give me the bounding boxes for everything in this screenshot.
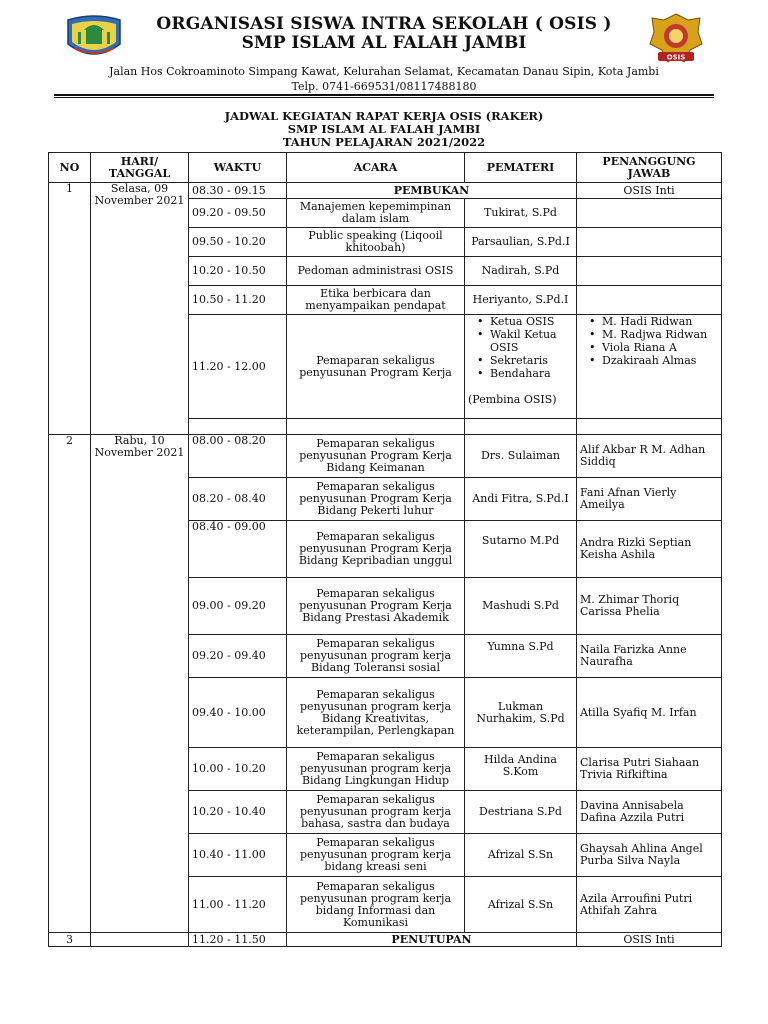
waktu-cell: 08.30 - 09.15 xyxy=(189,183,287,199)
pj-list xyxy=(580,315,718,367)
school-phone: Telp. 0741-669531/08117488180 xyxy=(291,80,477,93)
pemateri-cell: Nadirah, S.Pd xyxy=(465,257,577,286)
acara-cell: PENUTUPAN xyxy=(287,933,577,947)
acara-cell: Pemaparan sekaligus penyusunan Program Kerja Bidang Keimanan xyxy=(287,435,465,478)
day-date: Selasa, 09 November 2021 xyxy=(91,183,189,435)
day-date: Rabu, 10 November 2021 xyxy=(91,435,189,933)
pj-cell: Alif Akbar R M. Adhan Siddiq xyxy=(577,435,722,478)
pemateri-list xyxy=(468,315,573,380)
waktu-cell: 09.20 - 09.50 xyxy=(189,199,287,228)
waktu-cell: 11.20 - 11.50 xyxy=(189,933,287,947)
pemateri-cell: Andi Fitra, S.Pd.I xyxy=(465,478,577,521)
acara-cell: Pemaparan sekaligus penyusunan Program Kerja Bidang Pekerti luhur xyxy=(287,478,465,521)
waktu-cell: 08.20 - 08.40 xyxy=(189,478,287,521)
pj-cell xyxy=(577,257,722,286)
header-divider-thin xyxy=(54,97,714,98)
pemateri-cell: Yumna S.Pd xyxy=(465,635,577,678)
school-name: SMP ISLAM AL FALAH JAMBI xyxy=(241,33,527,53)
pemateri-cell xyxy=(465,315,577,419)
pj-cell xyxy=(577,315,722,419)
waktu-cell: 08.00 - 08.20 xyxy=(189,435,287,478)
list-item: • Wakil Ketua OSIS xyxy=(490,328,573,354)
school-address: Jalan Hos Cokroaminoto Simpang Kawat, Kelurahan Selamat, Kecamatan Danau Sipin, Kota Jambi xyxy=(109,65,659,78)
pemateri-cell: Lukman Nurhakim, S.Pd xyxy=(465,678,577,748)
pj-cell: M. Zhimar Thoriq Carissa Phelia xyxy=(577,578,722,635)
document-title xyxy=(0,110,768,149)
pj-cell: Azila Arroufini Putri Athifah Zahra xyxy=(577,877,722,933)
pemateri-cell: Drs. Sulaiman xyxy=(465,435,577,478)
col-header-pemateri: PEMATERI xyxy=(465,153,577,183)
waktu-cell: 09.40 - 10.00 xyxy=(189,678,287,748)
acara-cell: Manajemen kepemimpinan dalam islam xyxy=(287,199,465,228)
title-line-2: SMP ISLAM AL FALAH JAMBI xyxy=(287,122,481,136)
pemateri-cell: Sutarno M.Pd xyxy=(465,521,577,578)
col-header-hari: HARI/ TANGGAL xyxy=(91,153,189,183)
acara-cell: Pemaparan sekaligus penyusunan program kerja Bidang Toleransi sosial xyxy=(287,635,465,678)
pemateri-cell: Afrizal S.Sn xyxy=(465,834,577,877)
list-item: • Dzakiraah Almas xyxy=(602,354,718,367)
pj-cell xyxy=(577,228,722,257)
pj-cell xyxy=(577,286,722,315)
table-row xyxy=(49,435,722,478)
pj-cell: OSIS Inti xyxy=(577,183,722,199)
list-item: • Sekretaris xyxy=(490,354,573,367)
title-line-1: JADWAL KEGIATAN RAPAT KERJA OSIS (RAKER) xyxy=(224,109,544,123)
svg-text:OSIS: OSIS xyxy=(666,53,686,62)
table-header-row xyxy=(49,153,722,183)
list-item: • Viola Riana A xyxy=(602,341,718,354)
pemateri-cell: Afrizal S.Sn xyxy=(465,877,577,933)
acara-cell: Public speaking (Liqooil khitoobah) xyxy=(287,228,465,257)
col-header-pj: PENANGGUNG JAWAB xyxy=(577,153,722,183)
waktu-cell: 10.20 - 10.40 xyxy=(189,791,287,834)
pj-cell: Clarisa Putri Siahaan Trivia Rifkiftina xyxy=(577,748,722,791)
list-item: • Bendahara xyxy=(490,367,573,380)
list-item: • Ketua OSIS xyxy=(490,315,573,328)
acara-cell: Pemaparan sekaligus penyusunan program kerja bidang Informasi dan Komunikasi xyxy=(287,877,465,933)
pj-cell: OSIS Inti xyxy=(577,933,722,947)
list-item: • M. Hadi Ridwan xyxy=(602,315,718,328)
pj-cell xyxy=(577,199,722,228)
waktu-cell: 10.40 - 11.00 xyxy=(189,834,287,877)
acara-cell: Pemaparan sekaligus penyusunan Program Kerja xyxy=(287,315,465,419)
pj-cell: Davina Annisabela Dafina Azzila Putri xyxy=(577,791,722,834)
acara-cell: Pedoman administrasi OSIS xyxy=(287,257,465,286)
pemateri-cell: Hilda Andina S.Kom xyxy=(465,748,577,791)
waktu-cell: 09.50 - 10.20 xyxy=(189,228,287,257)
pemateri-cell: Parsaulian, S.Pd.I xyxy=(465,228,577,257)
waktu-cell: 09.20 - 09.40 xyxy=(189,635,287,678)
pemateri-cell: Mashudi S.Pd xyxy=(465,578,577,635)
acara-cell: Pemaparan sekaligus penyusunan program kerja Bidang Kreativitas, keterampilan, Perlengkapan xyxy=(287,678,465,748)
pj-cell: Fani Afnan Vierly Ameilya xyxy=(577,478,722,521)
day-number: 2 xyxy=(49,435,91,933)
pj-cell: Ghaysah Ahlina Angel Purba Silva Nayla xyxy=(577,834,722,877)
letterhead xyxy=(0,0,768,100)
col-header-acara: ACARA xyxy=(287,153,465,183)
col-header-no: NO xyxy=(49,153,91,183)
acara-cell: PEMBUKAN xyxy=(287,183,577,199)
acara-cell: Pemaparan sekaligus penyusunan Program Kerja Bidang Prestasi Akademik xyxy=(287,578,465,635)
acara-cell: Pemaparan sekaligus penyusunan Program Kerja Bidang Kepribadian unggul xyxy=(287,521,465,578)
organization-name: ORGANISASI SISWA INTRA SEKOLAH ( OSIS ) xyxy=(156,14,612,34)
pemateri-note: (Pembina OSIS) xyxy=(468,393,557,406)
waktu-cell: 11.00 - 11.20 xyxy=(189,877,287,933)
pj-cell: Naila Farizka Anne Naurafha xyxy=(577,635,722,678)
day-number: 1 xyxy=(49,183,91,435)
list-item: • M. Radjwa Ridwan xyxy=(602,328,718,341)
acara-cell: Pemaparan sekaligus penyusunan program kerja bahasa, sastra dan budaya xyxy=(287,791,465,834)
col-header-waktu: WAKTU xyxy=(189,153,287,183)
waktu-cell: 09.00 - 09.20 xyxy=(189,578,287,635)
schedule-table xyxy=(48,152,722,947)
pj-cell: Atilla Syafiq M. Irfan xyxy=(577,678,722,748)
acara-cell: Pemaparan sekaligus penyusunan program kerja Bidang Lingkungan Hidup xyxy=(287,748,465,791)
table-row xyxy=(49,933,722,947)
waktu-cell: 10.50 - 11.20 xyxy=(189,286,287,315)
waktu-cell: 08.40 - 09.00 xyxy=(189,521,287,578)
day-number: 3 xyxy=(49,933,91,947)
header-divider xyxy=(54,94,714,96)
table-row xyxy=(49,183,722,199)
pemateri-cell: Destriana S.Pd xyxy=(465,791,577,834)
pj-cell: Andra Rizki Septian Keisha Ashila xyxy=(577,521,722,578)
pemateri-cell: Tukirat, S.Pd xyxy=(465,199,577,228)
waktu-cell: 10.00 - 10.20 xyxy=(189,748,287,791)
pemateri-cell: Heriyanto, S.Pd.I xyxy=(465,286,577,315)
waktu-cell: 11.20 - 12.00 xyxy=(189,315,287,419)
title-line-3: TAHUN PELAJARAN 2021/2022 xyxy=(282,135,486,149)
acara-cell: Etika berbicara dan menyampaikan pendapat xyxy=(287,286,465,315)
waktu-cell: 10.20 - 10.50 xyxy=(189,257,287,286)
acara-cell: Pemaparan sekaligus penyusunan program kerja bidang kreasi seni xyxy=(287,834,465,877)
